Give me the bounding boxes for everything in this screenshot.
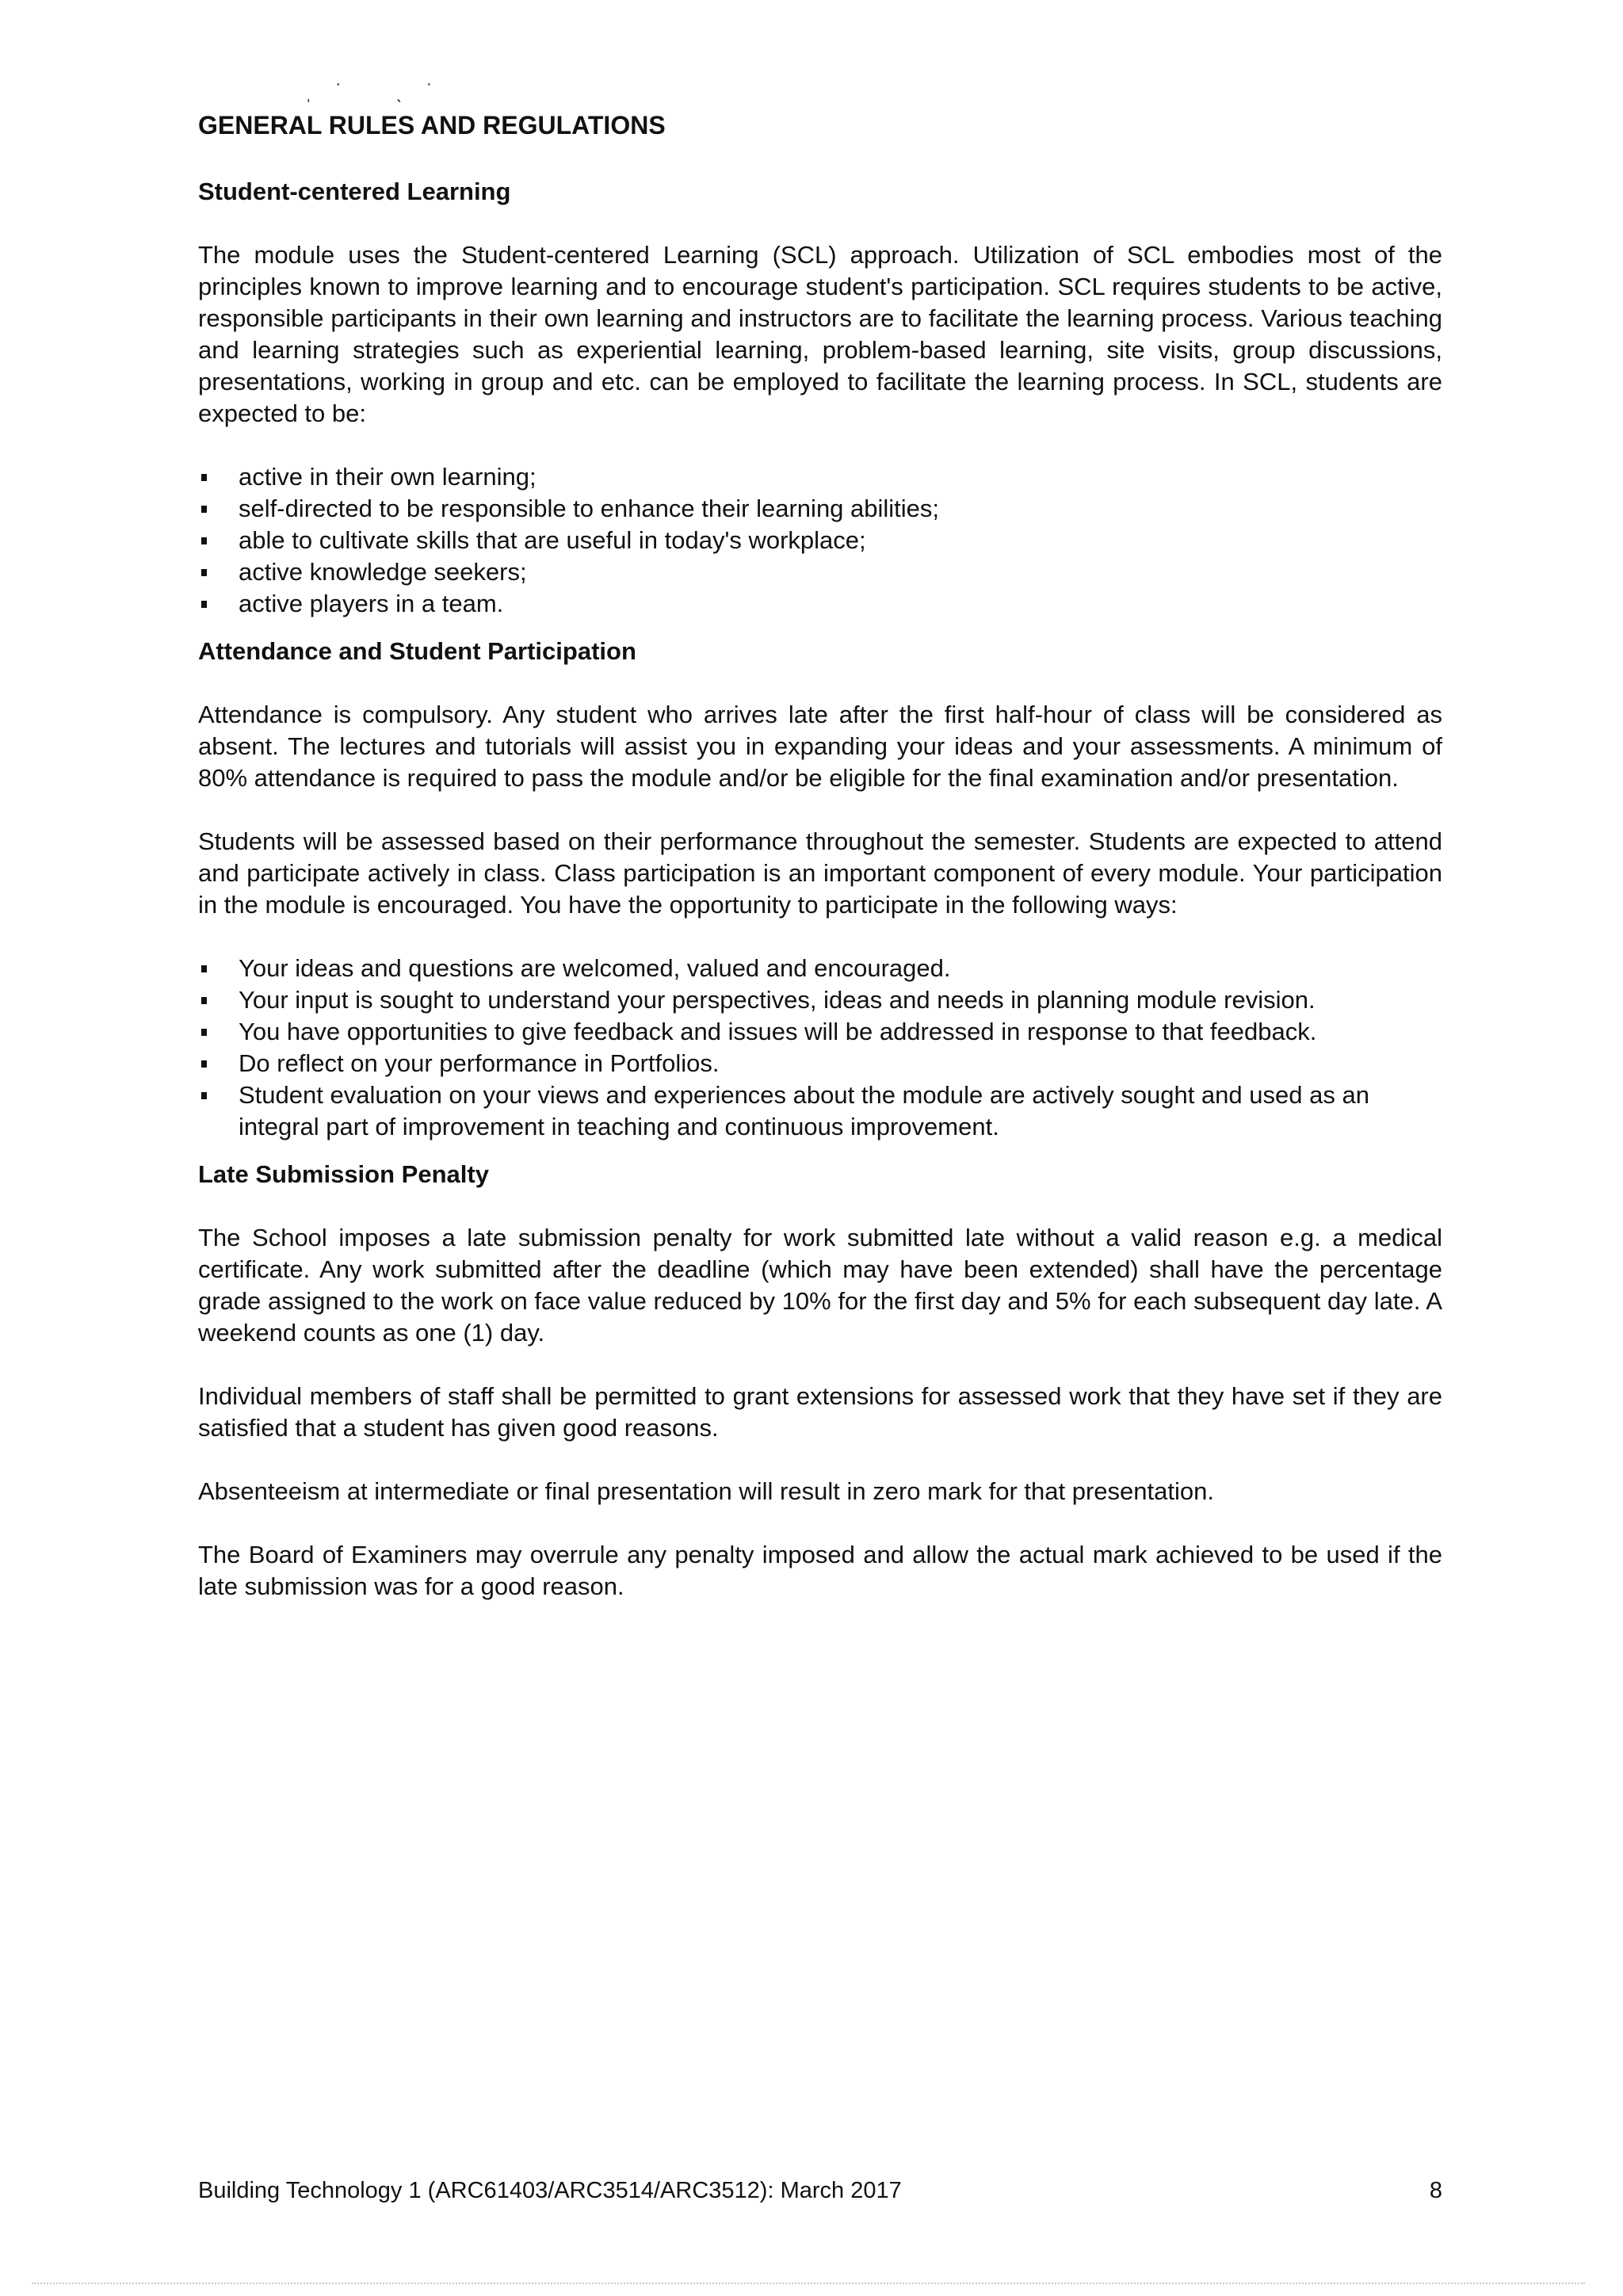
page-title: GENERAL RULES AND REGULATIONS: [198, 111, 666, 139]
section-heading: Attendance and Student Participation: [198, 637, 636, 665]
square-bullet-icon: [201, 1092, 207, 1099]
square-bullet-icon: [201, 1029, 207, 1036]
list-item: Your ideas and questions are welcomed, valued and encouraged.: [198, 953, 1442, 984]
document-page: [198, 0, 1442, 2296]
participation-bullet-list: [198, 953, 1442, 1143]
section-heading: Late Submission Penalty: [198, 1160, 489, 1188]
paragraph: The School imposes a late submission penalty for work submitted late without a valid reason e.g. a medical certificate. Any work submitted after the deadline (which may have been extended) shall have the percentage grade assigned to the work on face value reduced by 10% for the first day and 5% for each subsequent day late. A weekend counts as one (1) day.: [198, 1224, 1442, 1347]
square-bullet-icon: [201, 1060, 207, 1068]
list-item: Do reflect on your performance in Portfolios.: [198, 1048, 1442, 1079]
paragraph: The Board of Examiners may overrule any penalty imposed and allow the actual mark achieved to be used if the late submission was for a good reason.: [198, 1541, 1442, 1600]
footer-course-label: Building Technology 1 (ARC61403/ARC3514/ARC3512): March 2017: [198, 2178, 902, 2203]
paragraph: Absenteeism at intermediate or final presentation will result in zero mark for that presentation.: [198, 1477, 1214, 1505]
square-bullet-icon: [201, 965, 207, 972]
scan-edge-noise: [32, 2283, 1585, 2286]
paragraph: Attendance is compulsory. Any student who arrives late after the first half-hour of class will be considered as absent. The lectures and tutorials will assist you in expanding your ideas and your assessments. A minimum of 80% attendance is required to pass the module and/or be eligible for the final examination and/or presentation.: [198, 701, 1442, 792]
list-item: active knowledge seekers;: [198, 556, 1442, 588]
square-bullet-icon: [201, 601, 207, 608]
list-item: active players in a team.: [198, 588, 1442, 620]
page-footer: [198, 2178, 1442, 2204]
section-heading: Student-centered Learning: [198, 178, 511, 205]
list-item: active in their own learning;: [198, 461, 1442, 493]
square-bullet-icon: [201, 537, 207, 544]
scl-bullet-list: [198, 461, 1442, 620]
list-item: able to cultivate skills that are useful in today's workplace;: [198, 525, 1442, 556]
list-item: You have opportunities to give feedback and issues will be addressed in response to that feedback.: [198, 1016, 1442, 1048]
document-body: [198, 176, 1442, 1603]
section-attendance: [198, 636, 1442, 1143]
square-bullet-icon: [201, 506, 207, 513]
list-item: Student evaluation on your views and experiences about the module are actively sought and used as an integral part of improvement in teaching and continuous improvement.: [198, 1079, 1442, 1143]
page-number: 8: [1429, 2178, 1442, 2203]
paragraph: Students will be assessed based on their performance throughout the semester. Students are expected to attend and participate actively in class. Class participation is an important component of every module. Your participation in the module is encouraged. You have the opportunity to participate in the following ways:: [198, 827, 1442, 919]
scan-marks: ˌ˙ ˎ˙: [305, 79, 457, 103]
square-bullet-icon: [201, 569, 207, 576]
list-item: Your input is sought to understand your perspectives, ideas and needs in planning module revision.: [198, 984, 1442, 1016]
section-student-centered-learning: [198, 176, 1442, 620]
square-bullet-icon: [201, 474, 207, 481]
paragraph: Individual members of staff shall be permitted to grant extensions for assessed work that they have set if they are satisfied that a student has given good reasons.: [198, 1382, 1442, 1442]
paragraph: The module uses the Student-centered Learning (SCL) approach. Utilization of SCL embodies most of the principles known to improve learning and to encourage student's participation. SCL requires students to be active, responsible participants in their own learning and instructors are to facilitate the learning process. Various teaching and learning strategies such as experiential learning, problem-based learning, site visits, group discussions, presentations, working in group and etc. can be employed to facilitate the learning process. In SCL, students are expected to be:: [198, 241, 1442, 427]
square-bullet-icon: [201, 997, 207, 1004]
list-item: self-directed to be responsible to enhance their learning abilities;: [198, 493, 1442, 525]
section-late-submission: [198, 1159, 1442, 1603]
